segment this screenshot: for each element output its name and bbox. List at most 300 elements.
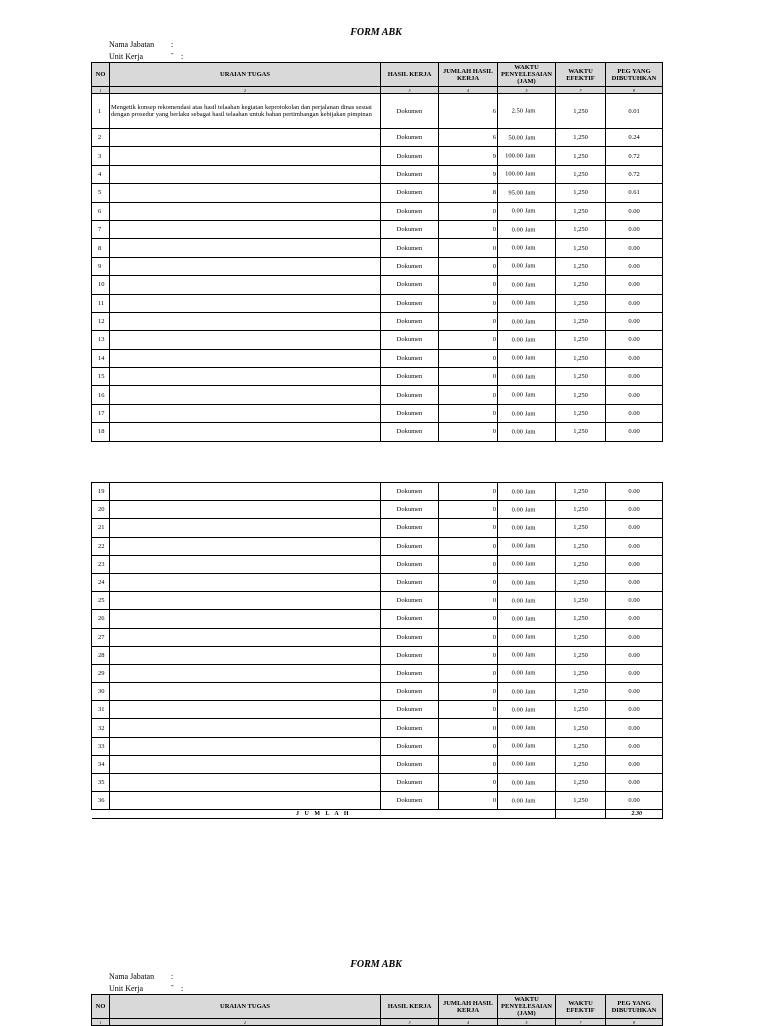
waktu-value: 0.00 — [511, 779, 523, 787]
row-no: 34 — [92, 755, 110, 773]
row-uraian-tugas — [110, 239, 381, 257]
row-hasil-kerja: Dokumen — [381, 423, 439, 441]
col-index: 3 — [381, 1019, 439, 1026]
row-hasil-kerja: Dokumen — [381, 628, 439, 646]
table-row — [92, 349, 663, 367]
waktu-value: 95.00 — [508, 189, 523, 197]
row-waktu-penyelesaian — [498, 202, 556, 220]
row-peg-dibutuhkan: 0.00 — [606, 294, 663, 312]
waktu-value: 0.00 — [511, 336, 523, 344]
row-peg-dibutuhkan: 0.00 — [606, 202, 663, 220]
nama-jabatan-value: : - — [171, 40, 174, 58]
header-row — [92, 995, 663, 1019]
row-waktu-efektif: 1,250 — [556, 483, 606, 501]
row-uraian-tugas — [110, 592, 381, 610]
table-row — [92, 404, 663, 422]
row-hasil-kerja: Dokumen — [381, 610, 439, 628]
row-no: 8 — [92, 239, 110, 257]
waktu-unit: Jam — [525, 488, 536, 496]
row-peg-dibutuhkan: 0.00 — [606, 537, 663, 555]
table-row — [92, 683, 663, 701]
row-peg-dibutuhkan: 0.00 — [606, 331, 663, 349]
row-hasil-kerja: Dokumen — [381, 737, 439, 755]
row-waktu-efektif: 1,250 — [556, 94, 606, 129]
header-waktu-efektif: WAKTU EFEKTIF — [556, 995, 606, 1019]
header-uraian-tugas: URAIAN TUGAS — [110, 995, 381, 1019]
table-row — [92, 129, 663, 147]
row-no: 14 — [92, 349, 110, 367]
row-peg-dibutuhkan: 0.00 — [606, 312, 663, 330]
row-jumlah-hasil-kerja: 0 — [439, 701, 498, 719]
row-hasil-kerja: Dokumen — [381, 349, 439, 367]
waktu-unit: Jam — [525, 410, 536, 418]
row-no: 31 — [92, 701, 110, 719]
row-waktu-penyelesaian — [498, 165, 556, 183]
row-waktu-efektif: 1,250 — [556, 368, 606, 386]
row-peg-dibutuhkan: 0.00 — [606, 573, 663, 591]
waktu-unit: Jam — [525, 560, 536, 568]
row-uraian-tugas — [110, 519, 381, 537]
header-jumlah-hasil-kerja: JUMLAH HASIL KERJA — [439, 63, 498, 87]
row-peg-dibutuhkan: 0.00 — [606, 501, 663, 519]
row-hasil-kerja: Dokumen — [381, 202, 439, 220]
table-row — [92, 537, 663, 555]
row-uraian-tugas — [110, 483, 381, 501]
waktu-unit: Jam — [525, 281, 536, 289]
row-waktu-efektif: 1,250 — [556, 276, 606, 294]
row-waktu-efektif: 1,250 — [556, 386, 606, 404]
row-hasil-kerja: Dokumen — [381, 537, 439, 555]
row-peg-dibutuhkan: 0.00 — [606, 257, 663, 275]
unit-kerja-label-2: Unit Kerja — [109, 984, 143, 993]
waktu-unit: Jam — [525, 262, 536, 270]
table-row — [92, 94, 663, 129]
waktu-value: 0.00 — [511, 724, 523, 732]
waktu-value: 0.00 — [511, 742, 523, 750]
row-waktu-penyelesaian — [498, 94, 556, 129]
waktu-value: 0.00 — [511, 318, 523, 326]
row-uraian-tugas — [110, 701, 381, 719]
waktu-value: 0.00 — [511, 688, 523, 696]
row-jumlah-hasil-kerja: 0 — [439, 386, 498, 404]
row-uraian-tugas — [110, 501, 381, 519]
row-peg-dibutuhkan: 0.00 — [606, 483, 663, 501]
jumlah-total: 2.30 — [606, 810, 663, 819]
row-uraian-tugas — [110, 719, 381, 737]
row-waktu-efektif: 1,250 — [556, 147, 606, 165]
row-uraian-tugas: Mengetik konsep rekomendasi atas hasil telaahan kegiatan keprotokolan dan perjalanan dinas sesuai dengan prosedur yang berlaku sebagai hasil telaahan untuk bahan pertimbangan kebijakan pimpinan — [110, 94, 381, 129]
row-waktu-efektif: 1,250 — [556, 501, 606, 519]
header-jumlah-hasil-kerja: JUMLAH HASIL KERJA — [439, 995, 498, 1019]
row-peg-dibutuhkan: 0.01 — [606, 94, 663, 129]
row-peg-dibutuhkan: 0.00 — [606, 519, 663, 537]
row-waktu-efektif: 1,250 — [556, 664, 606, 682]
table-row — [92, 719, 663, 737]
row-waktu-penyelesaian — [498, 423, 556, 441]
row-hasil-kerja: Dokumen — [381, 165, 439, 183]
form-title: FORM ABK — [350, 27, 402, 38]
row-hasil-kerja: Dokumen — [381, 719, 439, 737]
row-waktu-efektif: 1,250 — [556, 719, 606, 737]
row-no: 36 — [92, 792, 110, 810]
row-hasil-kerja: Dokumen — [381, 555, 439, 573]
row-waktu-penyelesaian — [498, 646, 556, 664]
row-peg-dibutuhkan: 0.00 — [606, 628, 663, 646]
waktu-value: 0.00 — [511, 244, 523, 252]
row-hasil-kerja: Dokumen — [381, 646, 439, 664]
table-row — [92, 165, 663, 183]
row-jumlah-hasil-kerja: 0 — [439, 610, 498, 628]
row-no: 5 — [92, 184, 110, 202]
table-row — [92, 202, 663, 220]
table-row — [92, 294, 663, 312]
row-no: 11 — [92, 294, 110, 312]
header-uraian-tugas: URAIAN TUGAS — [110, 63, 381, 87]
waktu-unit: Jam — [525, 354, 536, 362]
table-row — [92, 792, 663, 810]
waktu-value: 0.00 — [511, 488, 523, 496]
row-jumlah-hasil-kerja: 0 — [439, 628, 498, 646]
row-waktu-penyelesaian — [498, 129, 556, 147]
waktu-unit: Jam — [525, 742, 536, 750]
row-no: 15 — [92, 368, 110, 386]
row-waktu-efektif: 1,250 — [556, 165, 606, 183]
row-uraian-tugas — [110, 386, 381, 404]
header-hasil-kerja: HASIL KERJA — [381, 995, 439, 1019]
table-row — [92, 573, 663, 591]
table-row — [92, 423, 663, 441]
row-no: 33 — [92, 737, 110, 755]
row-peg-dibutuhkan: 0.72 — [606, 165, 663, 183]
row-peg-dibutuhkan: 0.00 — [606, 610, 663, 628]
row-hasil-kerja: Dokumen — [381, 331, 439, 349]
unit-kerja-value-2: : — [181, 984, 184, 993]
row-no: 4 — [92, 165, 110, 183]
table-row — [92, 555, 663, 573]
row-waktu-penyelesaian — [498, 257, 556, 275]
waktu-value: 0.00 — [511, 633, 523, 641]
row-peg-dibutuhkan: 0.61 — [606, 184, 663, 202]
column-index-row — [92, 87, 663, 94]
row-hasil-kerja: Dokumen — [381, 184, 439, 202]
waktu-unit: Jam — [525, 797, 536, 805]
row-hasil-kerja: Dokumen — [381, 312, 439, 330]
row-waktu-penyelesaian — [498, 184, 556, 202]
row-waktu-efektif: 1,250 — [556, 792, 606, 810]
row-hasil-kerja: Dokumen — [381, 147, 439, 165]
row-waktu-penyelesaian — [498, 737, 556, 755]
row-jumlah-hasil-kerja: 0 — [439, 331, 498, 349]
row-waktu-efektif: 1,250 — [556, 349, 606, 367]
table-row — [92, 664, 663, 682]
waktu-value: 0.00 — [511, 669, 523, 677]
row-no: 19 — [92, 483, 110, 501]
waktu-value: 0.00 — [511, 651, 523, 659]
unit-kerja-value: : — [181, 52, 184, 61]
unit-kerja — [109, 52, 184, 61]
table-row — [92, 755, 663, 773]
row-waktu-penyelesaian — [498, 368, 556, 386]
row-jumlah-hasil-kerja: 0 — [439, 646, 498, 664]
col-index: 5 — [498, 87, 556, 94]
col-index: 3 — [381, 87, 439, 94]
header-no: NO — [92, 63, 110, 87]
row-jumlah-hasil-kerja: 0 — [439, 501, 498, 519]
row-uraian-tugas — [110, 368, 381, 386]
row-no: 20 — [92, 501, 110, 519]
row-jumlah-hasil-kerja: 0 — [439, 573, 498, 591]
waktu-value: 0.00 — [511, 797, 523, 805]
row-no: 17 — [92, 404, 110, 422]
waktu-unit: Jam — [525, 579, 536, 587]
row-waktu-penyelesaian — [498, 147, 556, 165]
waktu-value: 0.00 — [511, 579, 523, 587]
row-peg-dibutuhkan: 0.00 — [606, 683, 663, 701]
row-waktu-efektif: 1,250 — [556, 404, 606, 422]
table-row — [92, 386, 663, 404]
row-jumlah-hasil-kerja: 0 — [439, 349, 498, 367]
waktu-unit: Jam — [525, 651, 536, 659]
waktu-unit: Jam — [525, 633, 536, 641]
table-row — [92, 257, 663, 275]
row-no: 6 — [92, 202, 110, 220]
row-hasil-kerja: Dokumen — [381, 483, 439, 501]
row-peg-dibutuhkan: 0.00 — [606, 664, 663, 682]
row-peg-dibutuhkan: 0.00 — [606, 774, 663, 792]
col-index: 4 — [439, 1019, 498, 1026]
row-no: 16 — [92, 386, 110, 404]
table-row — [92, 592, 663, 610]
row-waktu-penyelesaian — [498, 792, 556, 810]
row-waktu-efektif: 1,250 — [556, 555, 606, 573]
row-no: 13 — [92, 331, 110, 349]
row-jumlah-hasil-kerja: 0 — [439, 276, 498, 294]
row-waktu-penyelesaian — [498, 701, 556, 719]
waktu-unit: Jam — [525, 760, 536, 768]
row-waktu-efektif: 1,250 — [556, 537, 606, 555]
waktu-value: 0.00 — [511, 373, 523, 381]
row-jumlah-hasil-kerja: 0 — [439, 537, 498, 555]
row-waktu-efektif: 1,250 — [556, 774, 606, 792]
row-hasil-kerja: Dokumen — [381, 94, 439, 129]
row-peg-dibutuhkan: 0.00 — [606, 220, 663, 238]
row-peg-dibutuhkan: 0.00 — [606, 701, 663, 719]
row-waktu-penyelesaian — [498, 755, 556, 773]
row-uraian-tugas — [110, 165, 381, 183]
row-uraian-tugas — [110, 349, 381, 367]
row-no: 35 — [92, 774, 110, 792]
waktu-unit: Jam — [525, 336, 536, 344]
column-index-row — [92, 1019, 663, 1026]
row-peg-dibutuhkan: 0.00 — [606, 646, 663, 664]
row-hasil-kerja: Dokumen — [381, 755, 439, 773]
row-waktu-efektif: 1,250 — [556, 592, 606, 610]
row-waktu-penyelesaian — [498, 239, 556, 257]
waktu-unit: Jam — [525, 244, 536, 252]
row-waktu-penyelesaian — [498, 537, 556, 555]
row-peg-dibutuhkan: 0.00 — [606, 239, 663, 257]
waktu-value: 0.00 — [511, 524, 523, 532]
col-index: 2 — [110, 87, 381, 94]
waktu-value: 2.50 — [511, 107, 523, 115]
row-peg-dibutuhkan: 0.00 — [606, 737, 663, 755]
row-uraian-tugas — [110, 423, 381, 441]
row-waktu-penyelesaian — [498, 483, 556, 501]
table-row — [92, 774, 663, 792]
row-hasil-kerja: Dokumen — [381, 220, 439, 238]
row-jumlah-hasil-kerja: 0 — [439, 792, 498, 810]
row-uraian-tugas — [110, 312, 381, 330]
row-jumlah-hasil-kerja: 0 — [439, 202, 498, 220]
waktu-value: 0.00 — [511, 706, 523, 714]
row-waktu-efektif: 1,250 — [556, 737, 606, 755]
row-waktu-efektif: 1,250 — [556, 202, 606, 220]
row-uraian-tugas — [110, 755, 381, 773]
abk-table-page3 — [91, 994, 663, 1026]
row-uraian-tugas — [110, 555, 381, 573]
jumlah-label: J U M L A H — [92, 810, 556, 819]
row-jumlah-hasil-kerja: 0 — [439, 294, 498, 312]
row-jumlah-hasil-kerja: 0 — [439, 220, 498, 238]
row-hasil-kerja: Dokumen — [381, 774, 439, 792]
col-index: 2 — [110, 1019, 381, 1026]
row-peg-dibutuhkan: 0.00 — [606, 719, 663, 737]
row-no: 28 — [92, 646, 110, 664]
col-index: 7 — [556, 1019, 606, 1026]
row-hasil-kerja: Dokumen — [381, 404, 439, 422]
row-waktu-penyelesaian — [498, 628, 556, 646]
row-waktu-efektif: 1,250 — [556, 610, 606, 628]
header-peg-dibutuhkan: PEG YANG DIBUTUHKAN — [606, 63, 663, 87]
row-jumlah-hasil-kerja: 0 — [439, 592, 498, 610]
col-index: 8 — [606, 1019, 663, 1026]
row-peg-dibutuhkan: 0.00 — [606, 349, 663, 367]
waktu-value: 0.00 — [511, 428, 523, 436]
waktu-value: 0.00 — [511, 354, 523, 362]
table-row — [92, 646, 663, 664]
waktu-value: 100.00 — [505, 170, 523, 178]
header-waktu-efektif: WAKTU EFEKTIF — [556, 63, 606, 87]
waktu-value: 0.00 — [511, 410, 523, 418]
waktu-value: 0.00 — [511, 615, 523, 623]
row-hasil-kerja: Dokumen — [381, 664, 439, 682]
row-no: 26 — [92, 610, 110, 628]
row-no: 10 — [92, 276, 110, 294]
table-row — [92, 519, 663, 537]
waktu-unit: Jam — [525, 373, 536, 381]
row-hasil-kerja: Dokumen — [381, 368, 439, 386]
row-peg-dibutuhkan: 0.00 — [606, 755, 663, 773]
jumlah-empty — [556, 810, 606, 819]
waktu-unit: Jam — [525, 688, 536, 696]
row-jumlah-hasil-kerja: 8 — [439, 184, 498, 202]
row-waktu-efektif: 1,250 — [556, 519, 606, 537]
waktu-unit: Jam — [525, 669, 536, 677]
table-row — [92, 610, 663, 628]
row-waktu-efektif: 1,250 — [556, 423, 606, 441]
row-peg-dibutuhkan: 0.00 — [606, 555, 663, 573]
row-peg-dibutuhkan: 0.24 — [606, 129, 663, 147]
waktu-unit: Jam — [525, 107, 536, 115]
row-hasil-kerja: Dokumen — [381, 792, 439, 810]
row-uraian-tugas — [110, 184, 381, 202]
row-waktu-penyelesaian — [498, 312, 556, 330]
row-peg-dibutuhkan: 0.00 — [606, 423, 663, 441]
row-uraian-tugas — [110, 331, 381, 349]
waktu-value: 0.00 — [511, 299, 523, 307]
header-peg-dibutuhkan: PEG YANG DIBUTUHKAN — [606, 995, 663, 1019]
waktu-unit: Jam — [525, 391, 536, 399]
row-waktu-penyelesaian — [498, 386, 556, 404]
row-waktu-efektif: 1,250 — [556, 755, 606, 773]
row-uraian-tugas — [110, 646, 381, 664]
table-row — [92, 220, 663, 238]
col-index: 8 — [606, 87, 663, 94]
row-jumlah-hasil-kerja: 9 — [439, 147, 498, 165]
row-peg-dibutuhkan: 0.00 — [606, 792, 663, 810]
row-jumlah-hasil-kerja: 0 — [439, 368, 498, 386]
row-jumlah-hasil-kerja: 0 — [439, 483, 498, 501]
row-jumlah-hasil-kerja: 0 — [439, 312, 498, 330]
row-jumlah-hasil-kerja: 0 — [439, 774, 498, 792]
row-waktu-efektif: 1,250 — [556, 331, 606, 349]
waktu-value: 0.00 — [511, 262, 523, 270]
row-hasil-kerja: Dokumen — [381, 239, 439, 257]
row-waktu-efektif: 1,250 — [556, 701, 606, 719]
row-hasil-kerja: Dokumen — [381, 386, 439, 404]
table-row — [92, 147, 663, 165]
row-hasil-kerja: Dokumen — [381, 573, 439, 591]
row-peg-dibutuhkan: 0.00 — [606, 386, 663, 404]
row-uraian-tugas — [110, 294, 381, 312]
row-no: 7 — [92, 220, 110, 238]
row-no: 24 — [92, 573, 110, 591]
waktu-value: 0.00 — [511, 597, 523, 605]
row-uraian-tugas — [110, 683, 381, 701]
waktu-value: 0.00 — [511, 226, 523, 234]
row-no: 29 — [92, 664, 110, 682]
row-no: 23 — [92, 555, 110, 573]
table-row — [92, 312, 663, 330]
row-hasil-kerja: Dokumen — [381, 257, 439, 275]
row-hasil-kerja: Dokumen — [381, 519, 439, 537]
row-jumlah-hasil-kerja: 9 — [439, 165, 498, 183]
row-no: 21 — [92, 519, 110, 537]
row-waktu-efektif: 1,250 — [556, 646, 606, 664]
row-waktu-penyelesaian — [498, 719, 556, 737]
row-waktu-efektif: 1,250 — [556, 312, 606, 330]
waktu-unit: Jam — [525, 706, 536, 714]
table-row — [92, 501, 663, 519]
waktu-unit: Jam — [525, 134, 536, 142]
unit-kerja-2 — [109, 984, 184, 993]
col-index: 7 — [556, 87, 606, 94]
row-waktu-penyelesaian — [498, 555, 556, 573]
unit-kerja-label: Unit Kerja — [109, 52, 143, 61]
row-no: 18 — [92, 423, 110, 441]
row-uraian-tugas — [110, 276, 381, 294]
row-hasil-kerja: Dokumen — [381, 683, 439, 701]
row-waktu-penyelesaian — [498, 404, 556, 422]
row-waktu-efektif: 1,250 — [556, 257, 606, 275]
abk-table-page1 — [91, 62, 663, 442]
waktu-unit: Jam — [525, 506, 536, 514]
row-waktu-efektif: 1,250 — [556, 573, 606, 591]
waktu-value: 0.00 — [511, 391, 523, 399]
table-row — [92, 276, 663, 294]
row-waktu-penyelesaian — [498, 683, 556, 701]
row-jumlah-hasil-kerja: 6 — [439, 129, 498, 147]
